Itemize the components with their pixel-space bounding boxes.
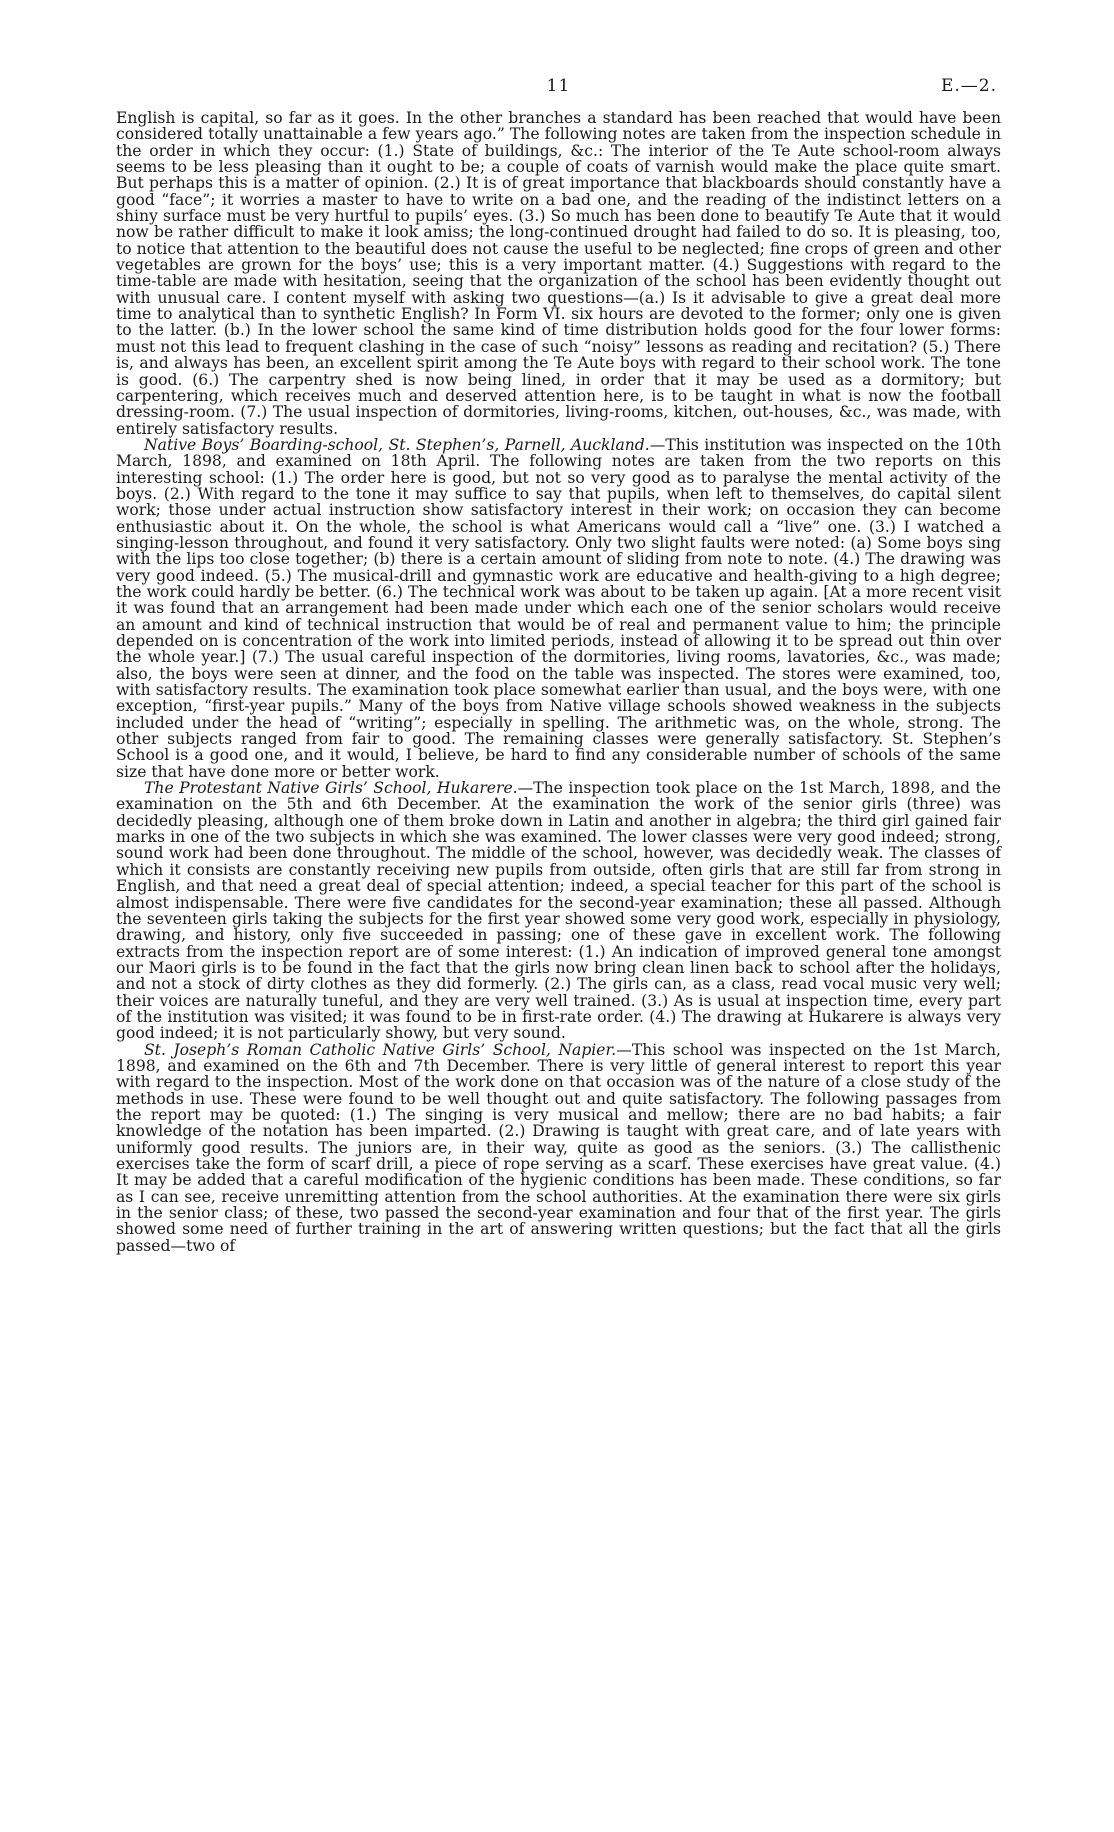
document-page bbox=[116, 76, 1001, 1254]
paragraph-text: —This institution was inspected on the 10th March, 1898, and examined on 18th April. The following notes are taken from the two reports on this interesting school: (1.) The order here is good, but not so very good as to paralyse the mental activity of the boys. (2.) With regard to the tone it may suffice to say that pupils, when left to themselves, do capital silent work; those under actual instruction show satisfactory interest in their work; on occasion they can become enthusiastic about it. On the whole, the school is what Americans would call a “live” one. (3.) I watched a singing-lesson throughout, and found it very satisfactory. Only two slight faults were noted: (a) Some boys sing with the lips too close together; (b) there is a certain amount of sliding from note to note. (4.) The drawing was very good indeed. (5.) The musical-drill and gymnastic work are educative and health-giving to a high degree; the work could hardly be better. (6.) The technical work was about to be taken up again. [At a more recent visit it was found that an arrangement had been made under which each one of the senior scholars would receive an amount and kind of technical instruction that would be of real and permanent value to him; the principle depended on is concentration of the work into limited periods, instead of allowing it to be spread out thin over the whole year.] (7.) The usual careful inspection of the dormitories, living rooms, lavatories, &c., was made; also, the boys were seen at dinner, and the food on the table was inspected. The stores were examined, too, with satisfactory results. The examination took place somewhat earlier than usual, and the boys were, with one exception, “first-year pupils.” Many of the boys from Native village schools showed weakness in the subjects included under the head of “writing”; especially in spelling. The arithmetic was, on the whole, strong. The other subjects ranged from fair to good. The remaining classes were generally satisfactory. St. Stephen’s School is a good one, and it would, I believe, be hard to find any considerable number of schools of the same size that have done more or better work. bbox=[116, 435, 1001, 781]
paragraph-text: —The inspection took place on the 1st March, 1898, and the examination on the 5th and 6th December. At the examination the work of the senior girls (three) was decidedly pleasing, although one of them broke down in Latin and another in algebra; the third girl gained fair marks in one of the two subjects in which she was examined. The lower classes were very good indeed; strong, sound work had been done throughout. The middle of the school, however, was decidedly weak. The classes of which it consists are constantly receiving new pupils from outside, often girls that are still far from strong in English, and that need a great deal of special attention; indeed, a special teacher for this part of the school is almost indispensable. There were five candidates for the second-year examination; these all passed. Although the seventeen girls taking the subjects for the first year showed some very good work, especially in physiology, drawing, and history, only five succeeded in passing; one of these gave in excellent work. The following extracts from the inspection report are of some interest: (1.) An indication of improved general tone amongst our Maori girls is to be found in the fact that the girls now bring clean linen back to school after the holidays, and not a stock of dirty clothes as they did formerly. (2.) The girls can, as a class, read vocal music very well; their voices are naturally tuneful, and they are very well trained. (3.) As is usual at inspection time, every part of the institution was visited; it was found to be in first-rate order. (4.) The drawing at Hukarere is always very good indeed; it is not particularly showy, but very sound. bbox=[116, 779, 1001, 1043]
page-header bbox=[116, 76, 1001, 110]
paragraph-text: English is capital, so far as it goes. In the other branches a standard has been reached that would have been considered totally unattainable a few years ago.” The following notes are taken from the inspection schedule in the order in which they occur: (1.) State of buildings, &c.: The interior of the Te Aute school-room always seems to be less pleasing than it ought to be; a couple of coats of varnish would make the place quite smart. But perhaps this is a matter of opinion. (2.) It is of great importance that blackboards should constantly have a good “face”; it worries a master to have to write on a bad one, and the reading of the indistinct letters on a shiny surface must be very hurtful to pupils’ eyes. (3.) So much has been done to beautify Te Aute that it would now be rather difficult to make it look amiss; the long-continued drought had failed to do so. It is pleasing, too, to notice that attention to the beautiful does not cause the useful to be neglected; fine crops of green and other vegetables are grown for the boys’ use; this is a very important matter. (4.) Suggestions with regard to the time-table are made with hesitation, seeing that the organization of the school has been evidently thought out with unusual care. I content myself with asking two questions—(a.) Is it advisable to give a great deal more time to analytical than to synthetic English? In Form VI. six hours are devoted to the former; only one is given to the latter. (b.) In the lower school the same kind of time distribution holds good for the four lower forms: must not this lead to frequent clashing in the case of such “noisy” lessons as reading and recitation? (5.) There is, and always has been, an excellent spirit among the Te Aute boys with regard to their school work. The tone is good. (6.) The carpentry shed is now being lined, in order that it may be used as a dormitory; but carpentering, which receives much and deserved attention here, is to be taught in what is now the football dressing-room. (7.) The usual inspection of dormitories, living-rooms, kitchen, out-houses, &c., was made, with entirely satisfactory results. bbox=[116, 109, 1001, 438]
paragraph-te-aute bbox=[116, 110, 1001, 437]
page-reference: E.—2. bbox=[940, 76, 997, 96]
institution-heading-st-stephens: Native Boys’ Boarding-school, St. Stephen’s, Parnell, Auckland. bbox=[144, 435, 650, 454]
paragraph-text: —This school was inspected on the 1st March, 1898, and examined on the 6th and 7th December. There is very little of general interest to report this year with regard to the inspection. Most of the work done on that occasion was of the nature of a close study of the methods in use. These were found to be well thought out and quite satisfactory. The following passages from the report may be quoted: (1.) The singing is very musical and mellow; there are no bad habits; a fair knowledge of the notation has been imparted. (2.) Drawing is taught with great care, and of late years with uniformly good results. The juniors are, in their way, quite as good as the seniors. (3.) The callisthenic exercises take the form of scarf drill, a piece of rope serving as a scarf. These exercises have great value. (4.) It may be added that a careful modification of the hygienic conditions has been made. These conditions, so far as I can see, receive unremitting attention from the school authorities. At the examination there were six girls in the senior class; of these, two passed the second-year examination and four that of the first year. The girls showed some need of further training in the art of answering written questions; but the fact that all the girls passed—two of bbox=[116, 1040, 1001, 1255]
paragraph-st-josephs bbox=[116, 1042, 1001, 1254]
paragraph-hukarere bbox=[116, 780, 1001, 1042]
institution-heading-st-josephs: St. Joseph’s Roman Catholic Native Girls’ School, Napier. bbox=[144, 1040, 617, 1059]
institution-heading-hukarere: The Protestant Native Girls’ School, Hukarere. bbox=[144, 779, 518, 798]
paragraph-st-stephens bbox=[116, 437, 1001, 780]
body-text bbox=[116, 110, 1001, 1254]
page-number: 11 bbox=[546, 76, 571, 96]
